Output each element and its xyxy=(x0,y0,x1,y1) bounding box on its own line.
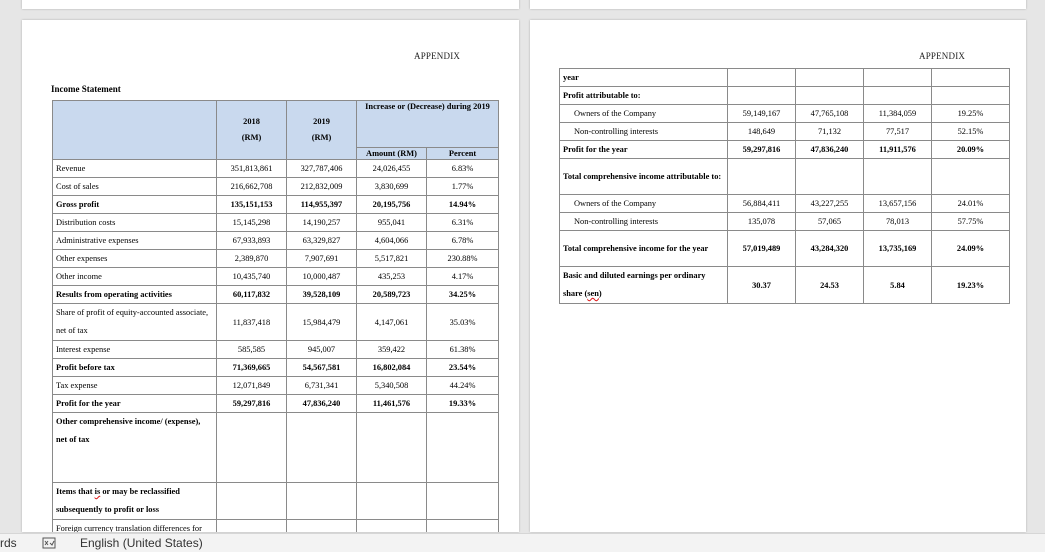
cell-amount: 3,830,699 xyxy=(357,178,427,196)
table-row xyxy=(53,359,499,377)
table-row xyxy=(53,304,499,341)
table-row xyxy=(53,160,499,178)
cell-amount: 11,384,059 xyxy=(864,105,932,123)
cell-percent: 52.15% xyxy=(932,123,1010,141)
empty-cell xyxy=(932,159,1010,195)
cell-amount xyxy=(864,87,932,105)
income-statement-title: Income Statement xyxy=(51,84,121,94)
table-row xyxy=(53,196,499,214)
table-row xyxy=(560,141,1010,159)
cell-amount: 5,517,821 xyxy=(357,250,427,268)
cell-percent: 57.75% xyxy=(932,213,1010,231)
table-row-eps xyxy=(560,267,1010,304)
header-percent: Percent xyxy=(427,148,499,160)
cell-percent: 35.03% xyxy=(427,304,499,341)
cell-v2018: 71,369,665 xyxy=(217,359,287,377)
cell-amount: 5.84 xyxy=(864,267,932,304)
table-row xyxy=(560,213,1010,231)
cell-v2019: 63,329,827 xyxy=(287,232,357,250)
table-row-fx xyxy=(53,520,499,533)
cell-v2019: 57,065 xyxy=(796,213,864,231)
cell-v2018 xyxy=(728,87,796,105)
cell-percent: 61.38% xyxy=(427,341,499,359)
eps-text-b: ) xyxy=(598,289,602,298)
table-row xyxy=(53,214,499,232)
row-label: Share of profit of equity-accounted associate, net of tax xyxy=(53,304,217,341)
empty-cell xyxy=(728,159,796,195)
previous-page-bottom-right xyxy=(530,0,1026,9)
row-label: Total comprehensive income attributable to: xyxy=(560,159,728,195)
cell-percent xyxy=(932,87,1010,105)
row-label: Non-controlling interests xyxy=(560,213,728,231)
row-label: Revenue xyxy=(53,160,217,178)
row-label: Profit for the year xyxy=(53,395,217,413)
document-page-left[interactable] xyxy=(22,20,519,532)
cell-amount xyxy=(357,520,427,533)
table-row-tci-label xyxy=(560,159,1010,195)
reclass-text-a: Items that xyxy=(56,487,95,496)
cell-v2019: 114,955,397 xyxy=(287,196,357,214)
cell-amount: 20,589,723 xyxy=(357,286,427,304)
table-row xyxy=(53,377,499,395)
empty-cell xyxy=(427,413,499,483)
proofing-icon[interactable] xyxy=(42,537,56,549)
cell-v2019: 47,836,240 xyxy=(796,141,864,159)
cell-v2019: 39,528,109 xyxy=(287,286,357,304)
row-label: Owners of the Company xyxy=(560,105,728,123)
cell-amount: 77,517 xyxy=(864,123,932,141)
cell-v2019 xyxy=(796,69,864,87)
cell-percent: 14.94% xyxy=(427,196,499,214)
table-row xyxy=(560,87,1010,105)
cell-percent: 230.88% xyxy=(427,250,499,268)
word-count[interactable]: rds xyxy=(0,536,17,550)
cell-v2018: 148,649 xyxy=(728,123,796,141)
row-label: Gross profit xyxy=(53,196,217,214)
appendix-header-right: APPENDIX xyxy=(919,51,966,61)
row-label: year xyxy=(560,69,728,87)
empty-cell xyxy=(287,483,357,520)
cell-v2019: 43,227,255 xyxy=(796,195,864,213)
table-row xyxy=(53,232,499,250)
cell-v2018: 10,435,740 xyxy=(217,268,287,286)
table-row xyxy=(53,395,499,413)
empty-cell xyxy=(864,159,932,195)
row-label: Profit for the year xyxy=(560,141,728,159)
row-label: Other expenses xyxy=(53,250,217,268)
cell-percent: 6.31% xyxy=(427,214,499,232)
cell-v2018: 216,662,708 xyxy=(217,178,287,196)
table-row xyxy=(560,123,1010,141)
cell-v2019: 15,984,479 xyxy=(287,304,357,341)
cell-v2019: 43,284,320 xyxy=(796,231,864,267)
row-label: Administrative expenses xyxy=(53,232,217,250)
cell-amount: 11,461,576 xyxy=(357,395,427,413)
header-2019-year: 2019 xyxy=(313,117,330,126)
document-page-right[interactable] xyxy=(530,20,1026,532)
cell-amount: 359,422 xyxy=(357,341,427,359)
cell-amount: 5,340,508 xyxy=(357,377,427,395)
empty-cell xyxy=(287,413,357,483)
table-row-oci xyxy=(53,413,499,483)
cell-v2018: 56,884,411 xyxy=(728,195,796,213)
row-label: Owners of the Company xyxy=(560,195,728,213)
cell-v2018: 59,149,167 xyxy=(728,105,796,123)
empty-cell xyxy=(357,413,427,483)
income-statement-table-continued xyxy=(559,68,1010,304)
row-label: Results from operating activities xyxy=(53,286,217,304)
cell-amount: 24,026,455 xyxy=(357,160,427,178)
cell-amount: 13,657,156 xyxy=(864,195,932,213)
cell-v2018: 11,837,418 xyxy=(217,304,287,341)
cell-v2018: 351,813,861 xyxy=(217,160,287,178)
table-row xyxy=(53,178,499,196)
previous-page-bottom-left xyxy=(22,0,519,9)
empty-cell xyxy=(217,483,287,520)
cell-v2019: 945,007 xyxy=(287,341,357,359)
cell-percent: 4.17% xyxy=(427,268,499,286)
cell-v2018: 67,933,893 xyxy=(217,232,287,250)
row-label: Distribution costs xyxy=(53,214,217,232)
empty-cell xyxy=(427,483,499,520)
row-label: Tax expense xyxy=(53,377,217,395)
cell-v2018: 135,151,153 xyxy=(217,196,287,214)
cell-amount xyxy=(864,69,932,87)
income-statement-table xyxy=(52,100,499,532)
cell-percent: 44.24% xyxy=(427,377,499,395)
cell-amount: 4,147,061 xyxy=(357,304,427,341)
cell-percent: 6.83% xyxy=(427,160,499,178)
header-2018 xyxy=(217,101,287,160)
cell-amount: 11,911,576 xyxy=(864,141,932,159)
cell-amount: 435,253 xyxy=(357,268,427,286)
cell-v2019: 10,000,487 xyxy=(287,268,357,286)
cell-amount: 13,735,169 xyxy=(864,231,932,267)
header-2019-unit: (RM) xyxy=(311,133,332,142)
row-label: Non-controlling interests xyxy=(560,123,728,141)
appendix-header: APPENDIX xyxy=(414,51,461,61)
row-label: Total comprehensive income for the year xyxy=(560,231,728,267)
cell-v2018: 12,071,849 xyxy=(217,377,287,395)
cell-v2018: 30.37 xyxy=(728,267,796,304)
table-row xyxy=(53,286,499,304)
cell-v2019: 71,132 xyxy=(796,123,864,141)
table-row-tci-year xyxy=(560,231,1010,267)
cell-percent xyxy=(427,520,499,533)
cell-percent: 6.78% xyxy=(427,232,499,250)
cell-percent: 19.25% xyxy=(932,105,1010,123)
cell-v2018: 2,389,870 xyxy=(217,250,287,268)
cell-amount: 20,195,756 xyxy=(357,196,427,214)
cell-v2019: 327,787,406 xyxy=(287,160,357,178)
empty-cell xyxy=(217,413,287,483)
cell-v2019 xyxy=(796,87,864,105)
table-row xyxy=(53,268,499,286)
cell-v2019: 7,907,691 xyxy=(287,250,357,268)
cell-amount: 78,013 xyxy=(864,213,932,231)
cell-v2019: 14,190,257 xyxy=(287,214,357,232)
cell-percent: 24.09% xyxy=(932,231,1010,267)
row-label: Interest expense xyxy=(53,341,217,359)
cell-v2018: 135,078 xyxy=(728,213,796,231)
status-bar xyxy=(0,533,1045,552)
cell-v2018: 585,585 xyxy=(217,341,287,359)
cell-v2019: 6,731,341 xyxy=(287,377,357,395)
table-row xyxy=(560,105,1010,123)
cell-percent: 34.25% xyxy=(427,286,499,304)
row-label: Other comprehensive income/ (expense), net of tax xyxy=(53,413,217,483)
cell-v2018 xyxy=(217,520,287,533)
cell-percent: 1.77% xyxy=(427,178,499,196)
cell-percent xyxy=(932,69,1010,87)
row-label: Foreign currency translation differences for xyxy=(53,520,217,533)
cell-percent: 19.23% xyxy=(932,267,1010,304)
header-change: Increase or (Decrease) during 2019 xyxy=(357,101,499,148)
cell-v2018: 15,145,298 xyxy=(217,214,287,232)
table-row xyxy=(560,195,1010,213)
row-label xyxy=(53,483,217,520)
empty-cell xyxy=(796,159,864,195)
cell-v2019: 54,567,581 xyxy=(287,359,357,377)
cell-v2019: 47,765,108 xyxy=(796,105,864,123)
header-2018-unit: (RM) xyxy=(241,133,262,142)
cell-v2018: 59,297,816 xyxy=(728,141,796,159)
cell-amount: 4,604,066 xyxy=(357,232,427,250)
cell-percent: 20.09% xyxy=(932,141,1010,159)
header-amount: Amount (RM) xyxy=(357,148,427,160)
table-row xyxy=(560,69,1010,87)
cell-v2019: 24.53 xyxy=(796,267,864,304)
cell-v2018 xyxy=(728,69,796,87)
table-header-row xyxy=(53,101,499,148)
language-indicator[interactable]: English (United States) xyxy=(80,536,203,550)
row-label: Profit attributable to: xyxy=(560,87,728,105)
cell-percent: 19.33% xyxy=(427,395,499,413)
eps-text-sen: sen xyxy=(587,289,599,298)
header-2018-year: 2018 xyxy=(243,117,260,126)
header-blank-cell xyxy=(53,101,217,160)
cell-amount: 955,041 xyxy=(357,214,427,232)
row-label: Other income xyxy=(53,268,217,286)
cell-v2018: 60,117,832 xyxy=(217,286,287,304)
table-row xyxy=(53,341,499,359)
empty-cell xyxy=(357,483,427,520)
cell-amount: 16,802,084 xyxy=(357,359,427,377)
table-row xyxy=(53,250,499,268)
row-label: Profit before tax xyxy=(53,359,217,377)
table-row-reclass xyxy=(53,483,499,520)
reclass-text-is: is xyxy=(94,487,101,496)
cell-v2018: 57,019,489 xyxy=(728,231,796,267)
row-label xyxy=(560,267,728,304)
eps-text-a: Basic and diluted earnings per ordinary share ( xyxy=(563,271,706,298)
cell-v2019 xyxy=(287,520,357,533)
cell-percent: 24.01% xyxy=(932,195,1010,213)
cell-v2018: 59,297,816 xyxy=(217,395,287,413)
cell-percent: 23.54% xyxy=(427,359,499,377)
cell-v2019: 212,832,009 xyxy=(287,178,357,196)
reclass-text-b: or may be reclassified subsequently to profit or loss xyxy=(56,487,180,514)
cell-v2019: 47,836,240 xyxy=(287,395,357,413)
row-label: Cost of sales xyxy=(53,178,217,196)
header-2019 xyxy=(287,101,357,160)
